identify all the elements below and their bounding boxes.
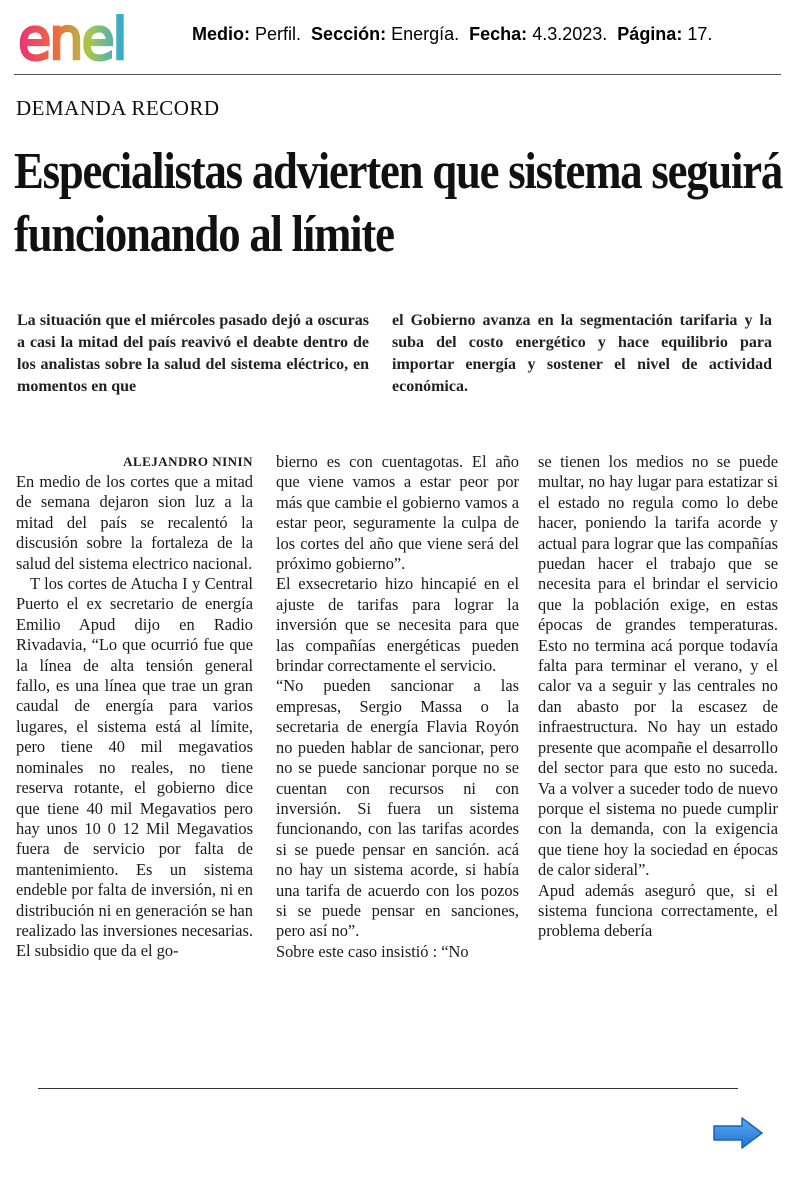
- article-column-3: [538, 452, 778, 942]
- header-divider: [14, 74, 781, 75]
- article-column-2: [276, 452, 519, 962]
- article-kicker: DEMANDA RECORD: [16, 96, 220, 120]
- pagina-value: 17.: [687, 24, 713, 44]
- article-lead-left: La situación que el miércoles pasado dejó a oscuras a casi la mitad del país reavivó el deabte dentro de los analistas sobre la salud del sistema eléctrico, en momentos en que: [17, 312, 369, 395]
- byline: ALEJANDRO NININ: [123, 454, 253, 469]
- pagina-label: Página:: [617, 24, 683, 44]
- paragraph: T los cortes de Atucha I y Central Puerto el ex secretario de energía Emilio Apud dijo en Radio Rivadavia, “Lo que ocurrió fue que la línea de alta tensión general fallo, es una línea que trae un gran caudal de energía para varios lugares, el sistema está al límite, pero tiene 40 mil megavatios nominales no reales, no tiene reserva rotante, el gobierno dice que tiene 40 mil Megavatios pero hay unos 10 0 12 Mil Megavatios fuera de servicio por falta de mantenimiento. Es un sistema endeble por falta de inversión, ni en distribución ni en generación se han realizado las inversiones necesarias. El subsidio que da el go-: [16, 574, 253, 961]
- paragraph: Sobre este caso insistió : “No: [276, 941, 469, 961]
- article-lead-right: el Gobierno avanza en la segmentación tarifaria y la suba del costo energético y hace equilibrio para importar energía y sostener el nivel de actividad económica.: [392, 312, 772, 395]
- paragraph: “No pueden sancionar a las empresas, Sergio Massa o la secretaria de energía Flavia Royón no pueden hablar de sancionar, pero no se puede sancionar porque no se cuentan con recursos ni con inversión. Si fuera un sistema funcionando, con las tarifas acordes si se puede pensar en sanción. acá no hay un sistema acorde, si había una tarifa de acuerdo con los pozos si se puede pensar en sanciones, pero así no”.: [276, 676, 519, 941]
- article-column-1: [16, 452, 253, 962]
- medio-label: Medio:: [192, 24, 250, 44]
- fecha-value: 4.3.2023.: [532, 24, 608, 44]
- paragraph: En medio de los cortes que a mitad de semana dejaron sion luz a la mitad del país se recalentó la discusión sobre la fortaleza de la salud del sistema electrico nacional.: [16, 472, 253, 573]
- paragraph: se tienen los medios no se puede multar, no hay lugar para estatizar si el estado no regula como lo debe hacer, poniendo la tarifa acorde y actual para lograr que las compañías puedan hacer el trabajo que se necesita para el brindar el servicio que la población exige, en estas épocas de grandes temperaturas. Esto no termina acá porque todavía falta para terminar el verano, y el calor va a seguir y las centrales no dan abasto por la escasez de infraestructura. No hay un estado presente que acompañe el desarrollo del sector para que esto no suceda. Va a volver a suceder todo de nuevo porque el sistema no puede cumplir con la demanda, con la exigencia que tiene hoy la sociedad en épocas de calor sideral”.: [538, 452, 778, 880]
- footer-divider: [38, 1088, 738, 1089]
- medio-value: Perfil.: [255, 24, 302, 44]
- arrow-right-icon[interactable]: [712, 1116, 764, 1150]
- paragraph: Apud además aseguró que, si el sistema funciona correctamente, el problema debería: [538, 880, 778, 941]
- seccion-label: Sección:: [311, 24, 387, 44]
- fecha-label: Fecha:: [469, 24, 528, 44]
- paragraph: bierno es con cuentagotas. El año que viene vamos a estar peor por más que cambie el gobierno vamos a estar peor, seguramente la culpa de los cortes del año que viene será del próximo gobierno”.: [276, 452, 519, 574]
- article-headline: Especialistas advierten que sistema seguirá funcionando al límite: [14, 143, 783, 263]
- enel-logo-wordmark: enel: [18, 14, 126, 66]
- seccion-value: Energía.: [391, 24, 460, 44]
- paragraph: El exsecretario hizo hincapié en el ajuste de tarifas para lograr la inversión que se necesita para que las compañías energéticas pueden brindar correctamente el servicio.: [276, 574, 519, 676]
- enel-logo: [16, 14, 176, 66]
- clipping-metadata: [192, 24, 712, 45]
